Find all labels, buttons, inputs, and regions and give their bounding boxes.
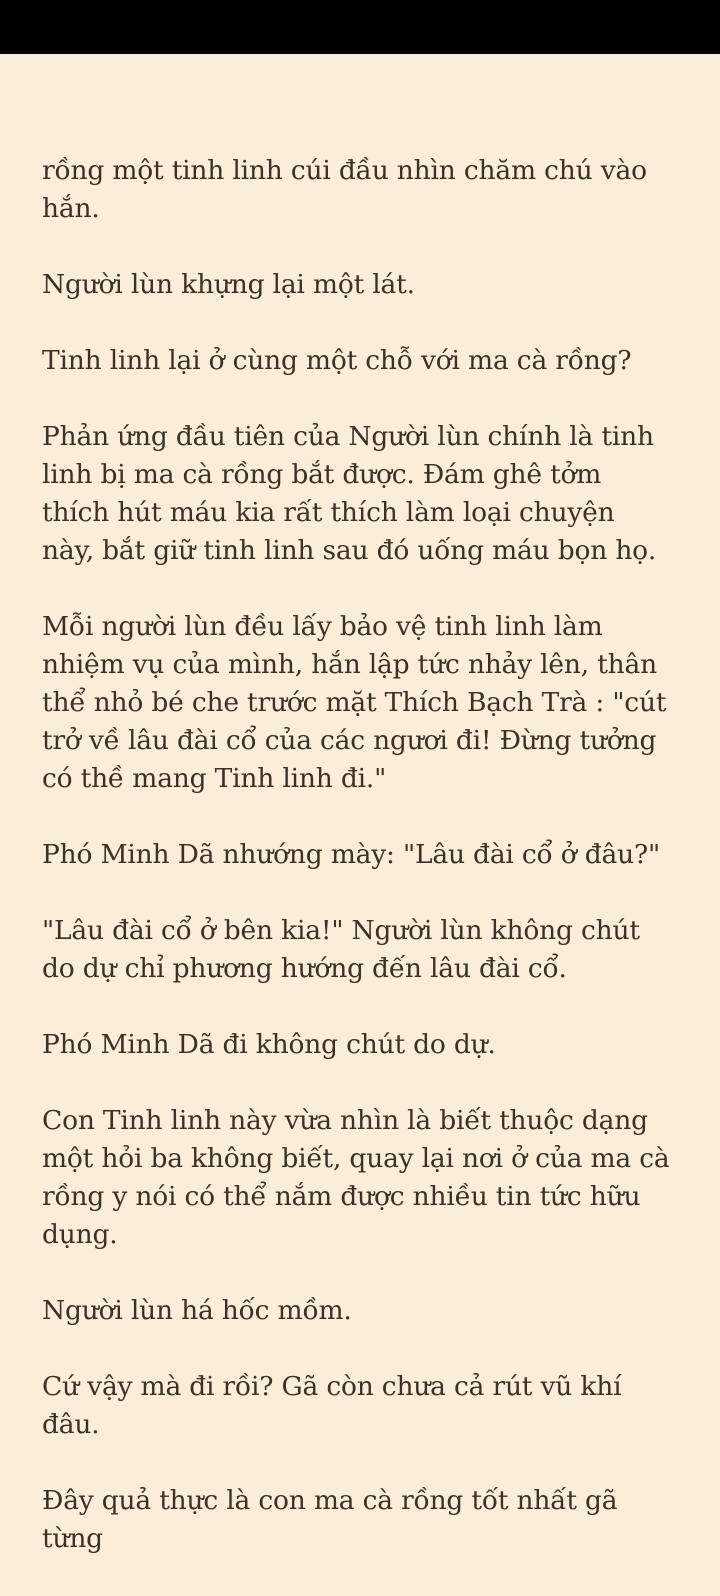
reader-content[interactable] [42,152,672,1596]
paragraph-9: Con Tinh linh này vừa nhìn là biết thuộc dạng một hỏi ba không biết, quay lại nơi ở của ma cà rồng y nói có thể nắm được nhiều tin tức hữu dụng. [42,1105,670,1250]
paragraph-5: Mỗi người lùn đều lấy bảo vệ tinh linh làm nhiệm vụ của mình, hắn lập tức nhảy lên, thân thể nhỏ bé che trước mặt Thích Bạch Trà : "cút trở về lâu đài cổ của các ngươi đi! Đừng tưởng có thề mang Tinh linh đi." [42,611,667,794]
paragraph-8: Phó Minh Dã đi không chút do dự. [42,1029,496,1060]
status-bar [0,0,720,54]
paragraph-6: Phó Minh Dã nhướng mày: "Lâu đài cổ ở đâu?" [42,839,660,870]
paragraph-1: rồng một tinh linh cúi đầu nhìn chăm chú vào hắn. [42,155,647,224]
paragraph-12: Đây quả thực là con ma cà rồng tốt nhất gã từng [42,1485,618,1554]
paragraph-2: Người lùn khựng lại một lát. [42,269,415,300]
paragraph-4: Phản ứng đầu tiên của Người lùn chính là tinh linh bị ma cà rồng bắt được. Đám ghê tởm thích hút máu kia rất thích làm loại chuyện này, bắt giữ tinh linh sau đó uống máu bọn họ. [42,421,657,566]
paragraph-11: Cứ vậy mà đi rồi? Gã còn chưa cả rút vũ khí đâu. [42,1371,622,1440]
paragraph-10: Người lùn há hốc mồm. [42,1295,352,1326]
paragraph-7: "Lâu đài cổ ở bên kia!" Người lùn không chút do dự chỉ phương hướng đến lâu đài cổ. [42,915,640,984]
paragraph-3: Tinh linh lại ở cùng một chỗ với ma cà rồng? [42,345,632,376]
